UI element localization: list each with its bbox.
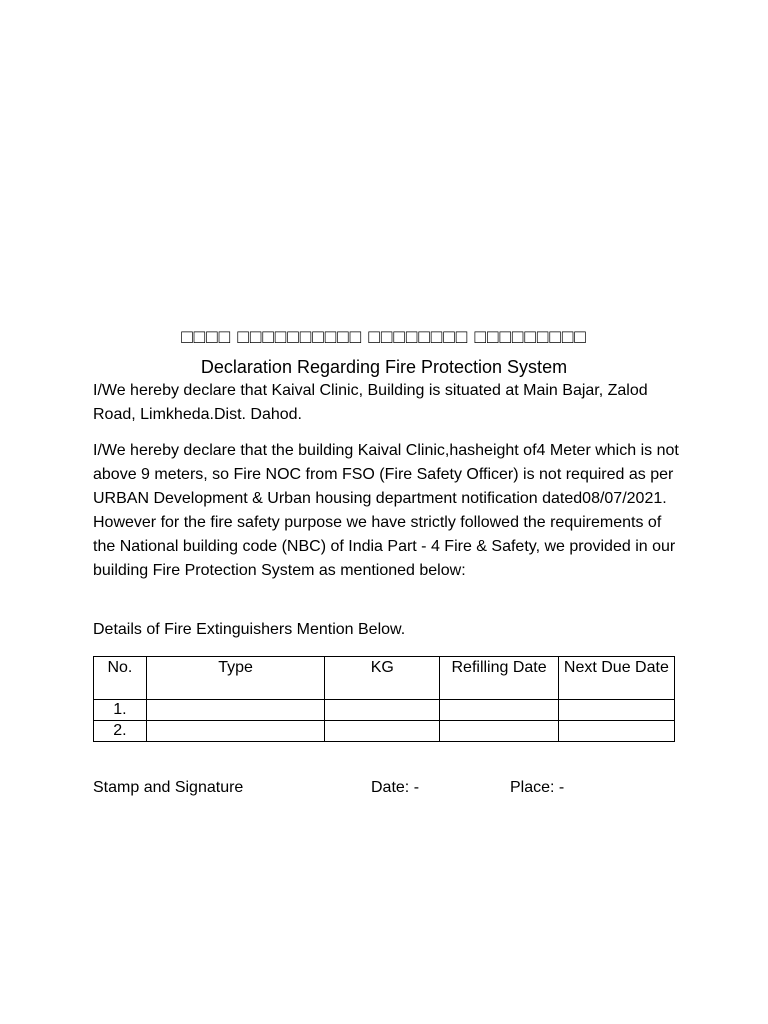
- cell-type: [146, 721, 325, 742]
- header-type: Type: [146, 657, 325, 700]
- table-header-row: [94, 657, 675, 700]
- header-no: No.: [94, 657, 147, 700]
- table-row: [94, 721, 675, 742]
- cell-kg: [325, 700, 440, 721]
- header-refilling-date: Refilling Date: [440, 657, 558, 700]
- header-kg: KG: [325, 657, 440, 700]
- cell-kg: [325, 721, 440, 742]
- extinguishers-heading: Details of Fire Extinguishers Mention Below.: [93, 621, 406, 638]
- cell-no: 1.: [94, 700, 147, 721]
- paragraph-declaration: I/We hereby declare that the building Kaival Clinic,hasheight of4 Meter which is not above 9 meters, so Fire NOC from FSO (Fire Safety Officer) is not required as per URBAN Development & Urban housing department notification dated08/07/2021. However for the fire safety purpose we have strictly followed the requirements of the National building code (NBC) of India Part - 4 Fire & Safety, we provided in our building Fire Protection System as mentioned below:: [93, 442, 679, 579]
- cell-type: [146, 700, 325, 721]
- table-row: [94, 700, 675, 721]
- date-label: Date: -: [371, 779, 420, 796]
- cell-next-due-date: [558, 721, 674, 742]
- title-native-script: □□□□ □□□□□□□□□□ □□□□□□□□ □□□□□□□□□: [181, 327, 587, 348]
- header-next-due-date: Next Due Date: [558, 657, 674, 700]
- cell-no: 2.: [94, 721, 147, 742]
- fire-extinguisher-table: [93, 656, 675, 742]
- title-english: Declaration Regarding Fire Protection System: [200, 357, 568, 377]
- stamp-signature-label: Stamp and Signature: [93, 779, 244, 796]
- paragraph-location: I/We hereby declare that Kaival Clinic, Building is situated at Main Bajar, Zalod Road, Limkheda.Dist. Dahod.: [93, 382, 648, 423]
- cell-refilling-date: [440, 721, 558, 742]
- cell-refilling-date: [440, 700, 558, 721]
- cell-next-due-date: [558, 700, 674, 721]
- place-label: Place: -: [510, 779, 565, 796]
